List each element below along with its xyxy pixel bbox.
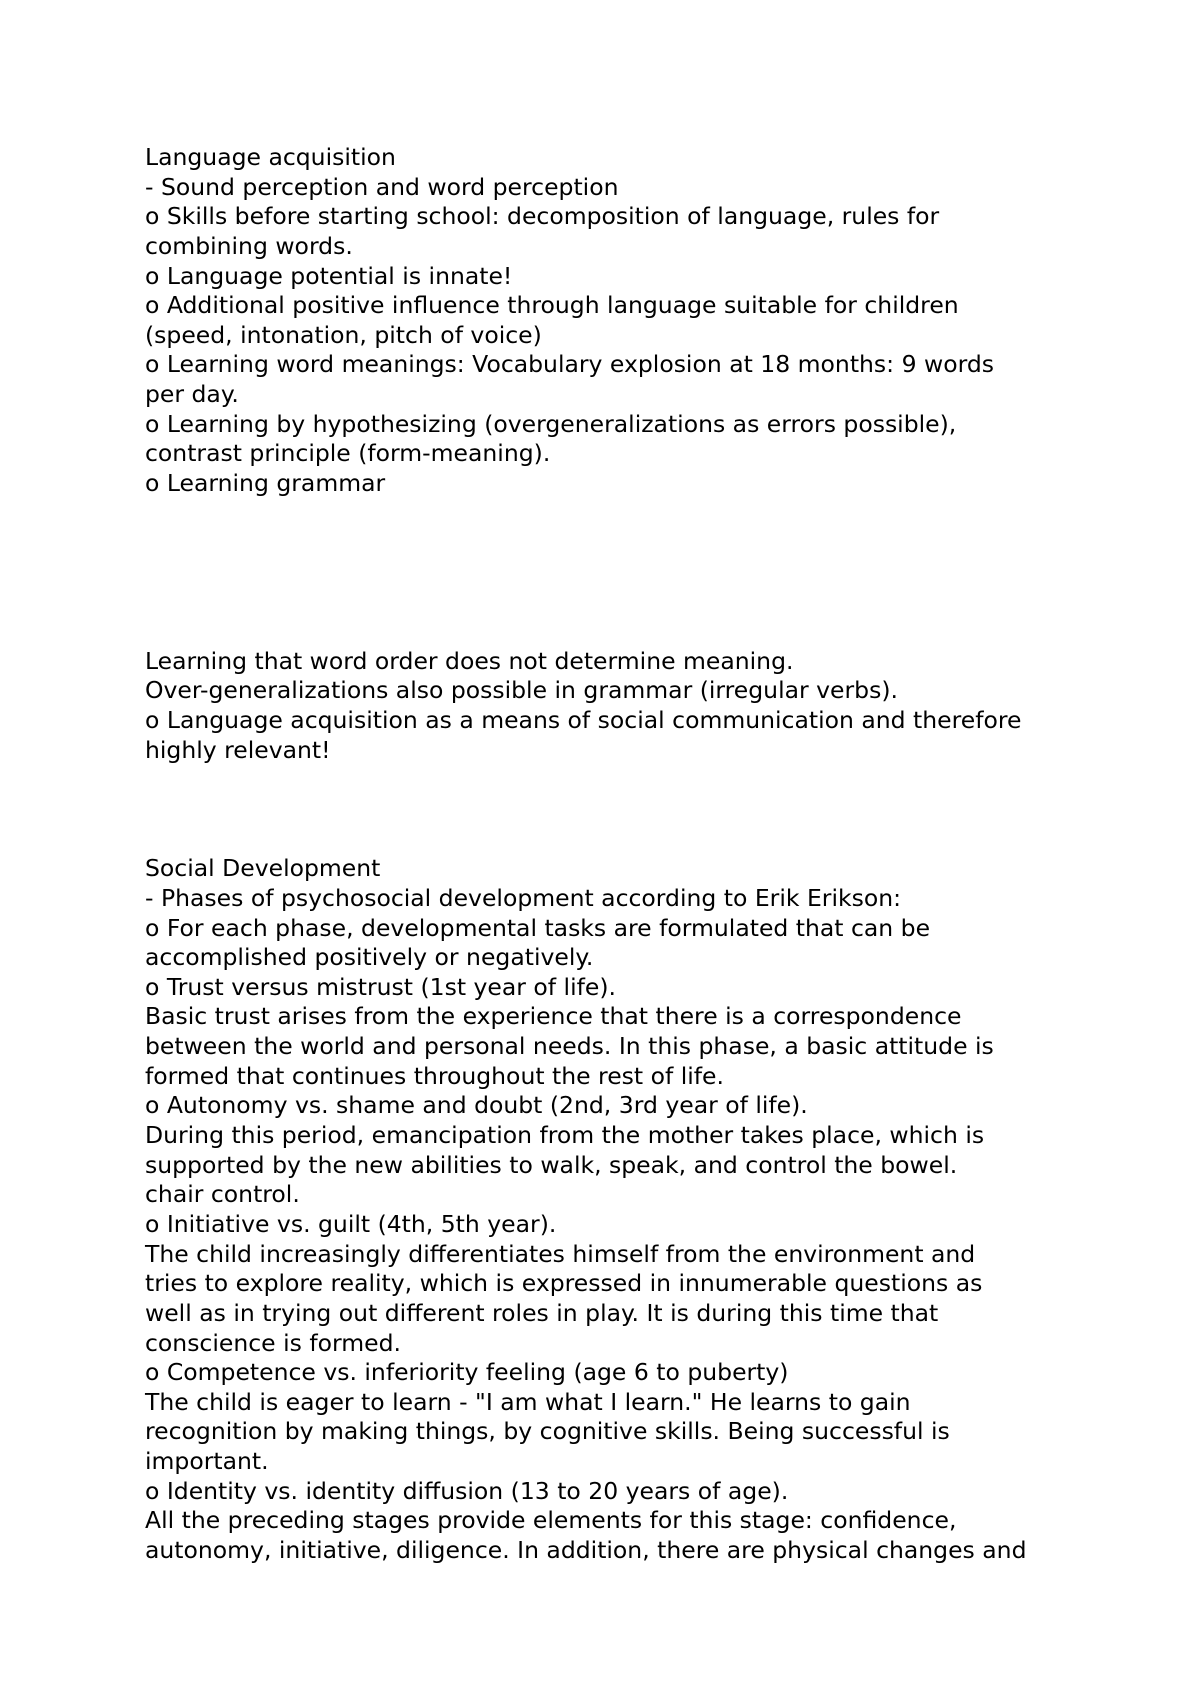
text-line: (speed, intonation, pitch of voice): [145, 320, 542, 349]
text-line: o For each phase, developmental tasks are formulated that can be: [145, 913, 931, 942]
text-line: important.: [145, 1447, 269, 1476]
text-line: o Additional positive influence through language suitable for children: [145, 291, 959, 320]
section-heading: Social Development: [145, 854, 381, 883]
text-line: chair control.: [145, 1180, 300, 1209]
document-body: [145, 143, 1145, 1566]
text-line: between the world and personal needs. In this phase, a basic attitude is: [145, 1032, 994, 1061]
text-line: supported by the new abilities to walk, speak, and control the bowel.: [145, 1150, 958, 1179]
text-line: Basic trust arises from the experience that there is a correspondence: [145, 1002, 962, 1031]
text-line: - Phases of psychosocial development according to Erik Erikson:: [145, 883, 902, 912]
text-line: accomplished positively or negatively.: [145, 943, 594, 972]
blank-space: [145, 499, 1145, 647]
text-line: conscience is formed.: [145, 1328, 401, 1357]
text-line: formed that continues throughout the rest of life.: [145, 1061, 724, 1090]
text-line: o Language potential is innate!: [145, 261, 513, 290]
text-line: o Learning grammar: [145, 469, 386, 498]
section-language-acquisition: [145, 143, 1145, 499]
section-grammar-notes: [145, 647, 1145, 766]
text-line: During this period, emancipation from the mother takes place, which is: [145, 1121, 985, 1150]
text-line: per day.: [145, 380, 239, 409]
section-heading: Language acquisition: [145, 143, 396, 171]
text-line: o Learning word meanings: Vocabulary explosion at 18 months: 9 words: [145, 350, 994, 379]
text-line: The child is eager to learn - "I am what I learn." He learns to gain: [145, 1387, 911, 1416]
text-line: tries to explore reality, which is expressed in innumerable questions as: [145, 1269, 983, 1298]
text-line: The child increasingly differentiates himself from the environment and: [145, 1239, 976, 1268]
text-line: o Trust versus mistrust (1st year of life).: [145, 972, 616, 1001]
text-line: - Sound perception and word perception: [145, 172, 619, 201]
text-line: highly relevant!: [145, 735, 331, 764]
text-line: o Competence vs. inferiority feeling (age 6 to puberty): [145, 1358, 789, 1387]
text-line: contrast principle (form-meaning).: [145, 439, 551, 468]
text-line: o Learning by hypothesizing (overgeneralizations as errors possible),: [145, 409, 957, 438]
text-line: o Identity vs. identity diffusion (13 to 20 years of age).: [145, 1476, 789, 1505]
text-line: recognition by making things, by cognitive skills. Being successful is: [145, 1417, 950, 1446]
text-line: o Language acquisition as a means of social communication and therefore: [145, 705, 1022, 734]
text-line: o Initiative vs. guilt (4th, 5th year).: [145, 1209, 557, 1238]
text-line: Over-generalizations also possible in grammar (irregular verbs).: [145, 676, 898, 705]
text-line: Learning that word order does not determine meaning.: [145, 646, 794, 675]
text-line: combining words.: [145, 231, 353, 260]
text-line: autonomy, initiative, diligence. In addition, there are physical changes and: [145, 1535, 1027, 1564]
blank-space: [145, 765, 1145, 854]
text-line: o Skills before starting school: decomposition of language, rules for: [145, 202, 940, 231]
section-social-development: [145, 854, 1145, 1565]
text-line: All the preceding stages provide elements for this stage: confidence,: [145, 1506, 957, 1535]
text-line: well as in trying out different roles in play. It is during this time that: [145, 1298, 939, 1327]
text-line: o Autonomy vs. shame and doubt (2nd, 3rd year of life).: [145, 1091, 808, 1120]
